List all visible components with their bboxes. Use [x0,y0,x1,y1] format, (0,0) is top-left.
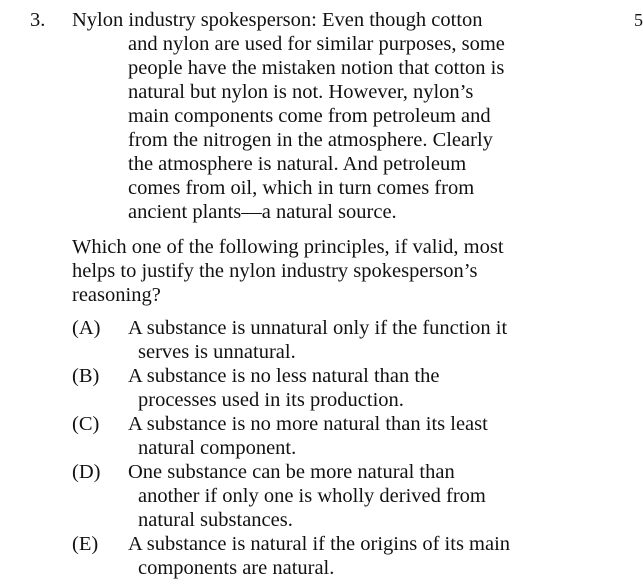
choice-line: A substance is unnatural only if the function it [128,317,508,339]
stimulus-line: main components come from petroleum and [128,105,491,127]
choice-line: another if only one is wholly derived from [138,485,486,507]
choice-letter: (C) [72,413,100,435]
stimulus-line: from the nitrogen in the atmosphere. Clearly [128,129,493,151]
choice-line: processes used in its production. [138,389,404,411]
question-stem [72,235,592,307]
choice-line: natural substances. [138,509,293,531]
choice-letter: (E) [72,533,99,555]
stem-line: Which one of the following principles, if valid, most [72,236,504,258]
choice-letter: (B) [72,365,100,387]
question-number: 3. [30,9,46,31]
choice-text [128,316,612,364]
choice-line: components are natural. [138,557,335,579]
stem-line: reasoning? [72,284,161,306]
stimulus-line: comes from oil, which in turn comes from [128,177,475,199]
choice-text [128,460,612,532]
answer-choice-e[interactable] [72,532,612,580]
choice-text [128,532,612,580]
stimulus-line: and nylon are used for similar purposes, some [128,33,505,55]
answer-choices [72,316,612,580]
answer-choice-a[interactable] [72,316,612,364]
answer-choice-d[interactable] [72,460,612,532]
choice-line: A substance is no less natural than the [128,365,440,387]
stimulus-line: natural but nylon is not. However, nylon’s [128,81,474,103]
choice-line: A substance is natural if the origins of its main [128,533,511,555]
choice-line: natural component. [138,437,297,459]
choice-text [128,412,612,460]
answer-choice-b[interactable] [72,364,612,412]
stimulus-line: the atmosphere is natural. And petroleum [128,153,467,175]
choice-letter: (D) [72,461,101,483]
stem-line: helps to justify the nylon industry spokesperson’s [72,260,478,282]
choice-line: A substance is no more natural than its least [128,413,488,435]
choice-line: One substance can be more natural than [128,461,455,483]
question-stimulus [72,8,592,224]
page-edge-number: 5 [634,10,643,30]
stimulus-line: ancient plants—a natural source. [128,201,397,223]
choice-text [128,364,612,412]
stimulus-line: people have the mistaken notion that cotton is [128,57,505,79]
choice-line: serves is unnatural. [138,341,296,363]
answer-choice-c[interactable] [72,412,612,460]
stimulus-line: Nylon industry spokesperson: Even though cotton [72,9,483,31]
choice-letter: (A) [72,317,101,339]
